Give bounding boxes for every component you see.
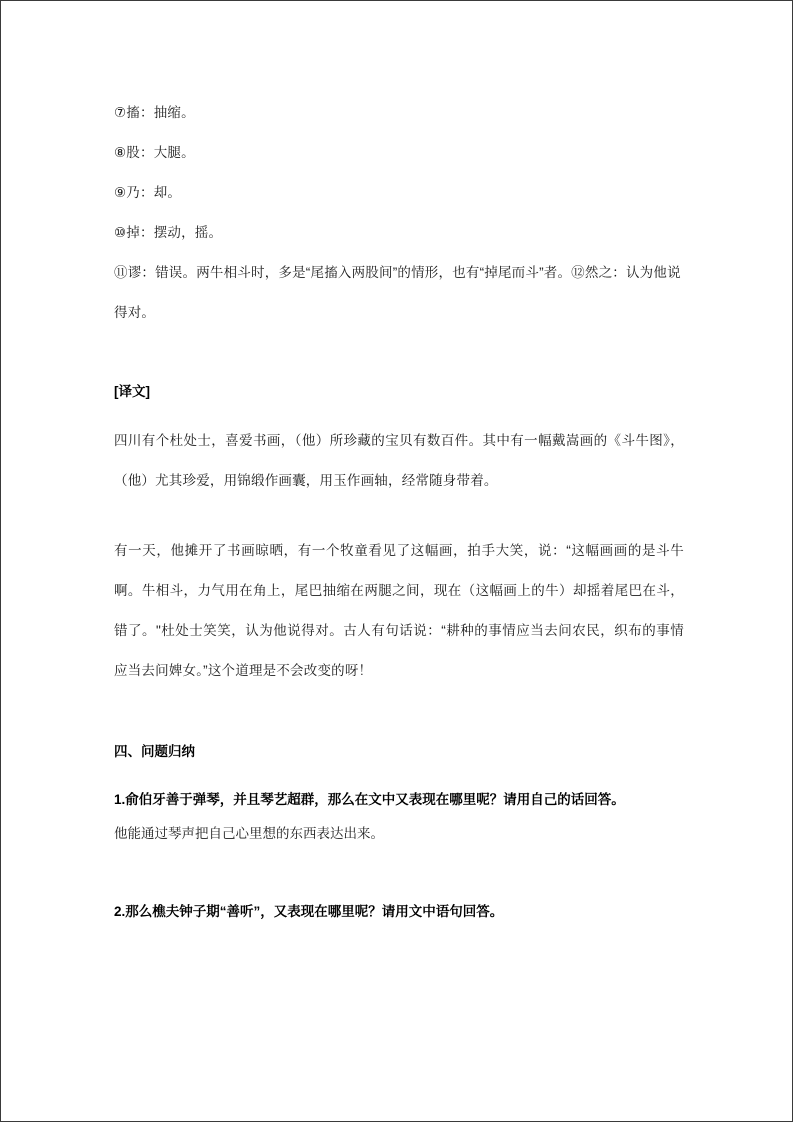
- translation-heading: [译文]: [114, 384, 150, 399]
- spacer-after-translation-heading: [114, 407, 684, 421]
- question-1: 1.俞伯牙善于弹琴，并且琴艺超群，那么在文中又表现在哪里呢？请用自己的话回答。: [114, 792, 625, 807]
- spacer-before-section: [114, 691, 684, 735]
- spacer-between-paragraphs: [114, 501, 684, 531]
- section-heading-problems: 四、问题归纳: [114, 744, 195, 759]
- spacer-after-notes: [114, 333, 684, 377]
- note-item-9: ⑨乃：却。: [114, 185, 182, 200]
- question-2: 2.那么樵夫钟子期“善听”，又表现在哪里呢？请用文中语句回答。: [114, 904, 504, 919]
- translation-paragraph-1: 四川有个杜处士，喜爱书画，（他）所珍藏的宝贝有数百件。其中有一幅戴嵩画的《斗牛图》，（他）尤其珍爱，用锦缎作画囊，用玉作画轴，经常随身带着。: [114, 433, 684, 488]
- spacer-after-section-heading: [114, 769, 684, 783]
- translation-paragraph-2: 有一天，他摊开了书画晾晒，有一个牧童看见了这幅画，拍手大笑，说：“这幅画画的是斗牛啊。牛相斗，力气用在角上，尾巴抽缩在两腿之间，现在（这幅画上的牛）却摇着尾巴在斗，错了。"杜处士笑笑，认为他说得对。古人有句话说：“耕种的事情应当去问农民，织布的事情应当去问婢女。”这个道理是不会改变的呀！: [114, 543, 684, 678]
- answer-1: 他能通过琴声把自己心里想的东西表达出来。: [114, 826, 384, 841]
- note-item-10: ⑩掉：摆动，摇。: [114, 225, 223, 240]
- document-content: [114, 93, 684, 929]
- spacer-between-questions: [114, 851, 684, 895]
- note-item-11-12: ⑪谬：错误。两牛相斗时，多是“尾搐入两股间”的情形，也有“掉尾而斗”者。⑫然之：认为他说得对。: [114, 265, 681, 320]
- note-item-8: ⑧股：大腿。: [114, 145, 195, 160]
- note-item-7: ⑦搐：抽缩。: [114, 105, 195, 120]
